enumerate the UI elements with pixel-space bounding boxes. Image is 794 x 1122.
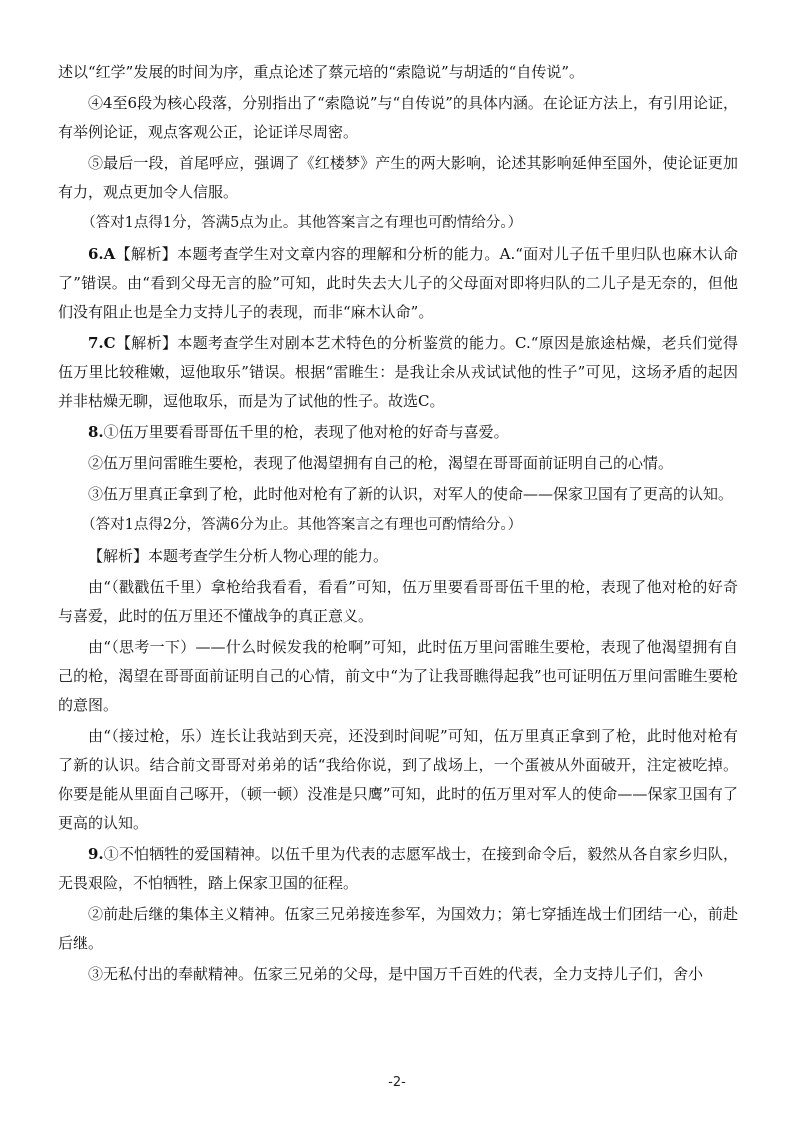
answer-6: 6.A【解析】本题考查学生对文章内容的理解和分析的能力。A.“面对儿子伍千里归队也麻木认命了”错误。由“看到父母无言的脸”可知，此时失去大儿子的父母面对即将归队的二儿子是无奈的，但他们没有阻止也是全力支持儿子的表现，而非“麻木认命”。 — [58, 245, 738, 321]
answer-8-point-2: ②伍万里问雷睢生要枪，表现了他渴望拥有自己的枪，渴望在哥哥面前证明自己的心情。 — [88, 454, 674, 472]
paragraph-3: ⑤最后一段，首尾呼应，强调了《红楼梦》产生的两大影响，论述其影响延伸至国外，使论证更加有力，观点更加令人信服。 — [58, 154, 738, 201]
question-label-8: 8. — [88, 423, 104, 441]
answer-9: 9.①不怕牺牲的爱国精神。以伍千里为代表的志愿军战士，在接到命令后，毅然从各自家乡归队，无畏艰险，不怕牺牲，踏上保家卫国的征程。 — [58, 845, 738, 892]
scoring-note-2: （答对1点得2分，答满6分为止。其他答案言之有理也可酌情给分。） — [81, 517, 523, 533]
question-label-9: 9. — [88, 845, 104, 863]
analysis-8-para-1: 由“（戳戳伍千里）拿枪给我看看，看看”可知，伍万里要看哥哥伍千里的枪，表现了他对枪的好奇与喜爱，此时的伍万里还不懂战争的真正意义。 — [58, 578, 738, 625]
answer-9-point-3: ③无私付出的奉献精神。伍家三兄弟的父母，是中国万千百姓的代表，全力支持儿子们，舍小 — [88, 965, 704, 983]
answer-8-point-3: ③伍万里真正拿到了枪，此时他对枪有了新的认识，对军人的使命——保家卫国有了更高的认知。 — [88, 485, 734, 503]
question-label-6: 6.A — [88, 245, 116, 263]
answer-8: 8.①伍万里要看哥哥伍千里的枪，表现了他对枪的好奇与喜爱。 — [88, 423, 509, 441]
question-label-7: 7.C — [88, 334, 116, 352]
document-body — [58, 58, 738, 991]
paragraph-2: ④4至6段为核心段落，分别指出了“索隐说”与“自传说”的具体内涵。在论证方法上，有引用论证，有举例论证，观点客观公正，论证详尽周密。 — [58, 94, 738, 141]
answer-7: 7.C【解析】本题考查学生对剧本艺术特色的分析鉴赏的能力。C.“原因是旅途枯燥，老兵们觉得伍万里比较稚嫩，逗他取乐”错误。根据“雷睢生：是我让余从戎试试他的性子”可见，这场矛盾的起因并非枯燥无聊，逗他取乐，而是为了试他的性子。故选C。 — [58, 334, 738, 410]
page-number: -2- — [388, 1075, 406, 1090]
scoring-note-1: （答对1点得1分，答满5点为止。其他答案言之有理也可酌情给分。） — [81, 215, 523, 231]
analysis-8-para-2: 由“（思考一下）——什么时候发我的枪啊”可知，此时伍万里问雷睢生要枪，表现了他渴望拥有自己的枪，渴望在哥哥面前证明自己的心情，前文中“为了让我哥瞧得起我”也可证明伍万里问雷睢生要枪的意图。 — [58, 638, 738, 714]
analysis-8-heading: 【解析】本题考查学生分析人物心理的能力。 — [88, 547, 389, 565]
answer-9-point-2: ②前赴后继的集体主义精神。伍家三兄弟接连参军，为国效力；第七穿插连战士们团结一心，前赴后继。 — [58, 905, 738, 952]
paragraph-1: 述以“红学”发展的时间为序，重点论述了蔡元培的“索隐说”与胡适的“自传说”。 — [58, 63, 585, 81]
analysis-8-para-3: 由“（接过枪，乐）连长让我站到天亮，还没到时间呢”可知，伍万里真正拿到了枪，此时他对枪有了新的认识。结合前文哥哥对弟弟的话“我给你说，到了战场上，一个蛋被从外面破开，注定被吃掉。你要是能从里面自己啄开，（顿一顿）没准是只鹰”可知，此时的伍万里对军人的使命——保家卫国有了更高的认知。 — [58, 727, 738, 832]
